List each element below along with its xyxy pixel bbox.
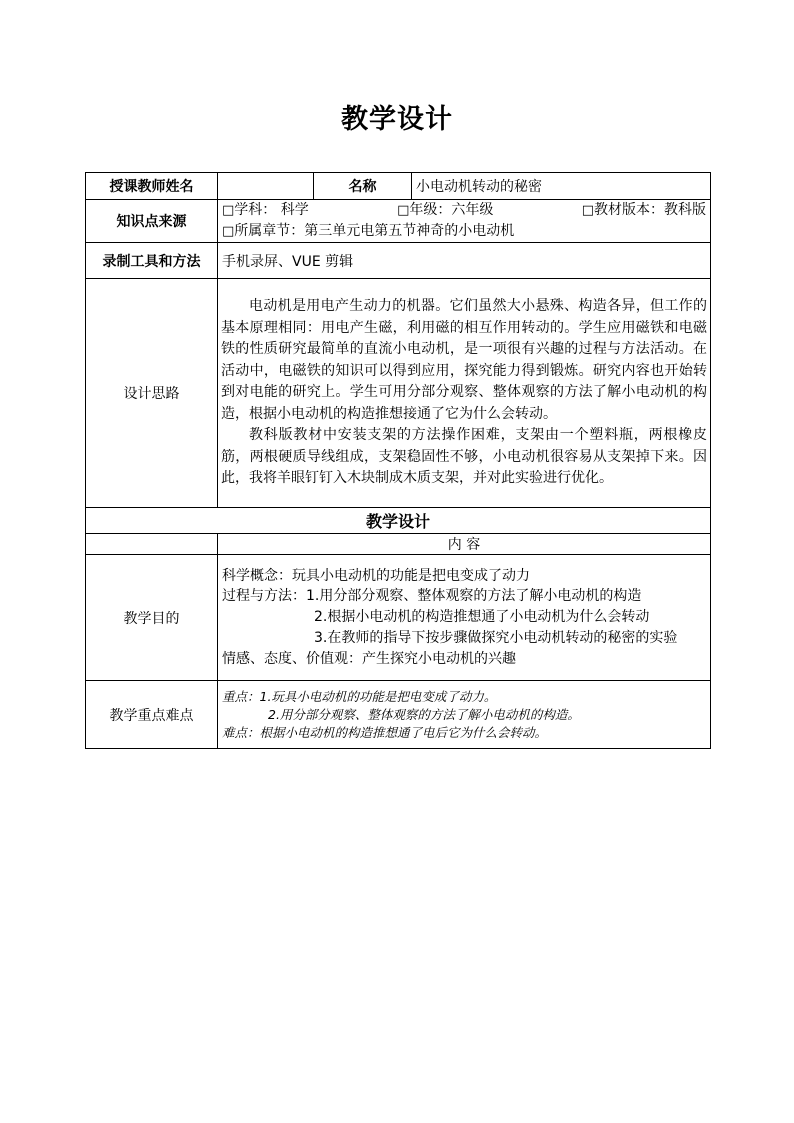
checkbox-icon: □ (397, 203, 410, 218)
idea-row (86, 279, 711, 508)
edition-field: □教材版本：教科版 (581, 202, 706, 218)
teacher-label: 授课教师姓名 (86, 173, 218, 200)
objective-row (86, 555, 711, 681)
source-label: 知识点来源 (86, 200, 218, 243)
teacher-value (218, 173, 314, 200)
chapter-field: □所属章节：第三单元电第五节神奇的小电动机 (222, 223, 515, 239)
lesson-design-table (85, 172, 711, 749)
page-title: 教学设计 (341, 104, 453, 135)
key-difficulty: 难点：根据小电动机的构造推想通了电后它为什么会转动。 (222, 724, 548, 740)
objective-concept: 科学概念：玩具小电动机的功能是把电变成了动力 (222, 567, 530, 584)
objective-process-1: 过程与方法：1.用分部分观察、整体观察的方法了解小电动机的构造 (222, 588, 642, 605)
objective-cell (218, 555, 711, 681)
idea-paragraph-2: 教科版教材中安装支架的方法操作困难，支架由一个塑料瓶，两根橡皮筋，两根硬质导线组成，支架稳固性不够，小电动机很容易从支架掉下来。因此，我将羊眼钉钉入木块制成木质支架，并对此实验进行优化。 (221, 427, 707, 487)
objective-attitude: 情感、态度、价值观：产生探究小电动机的兴趣 (222, 650, 516, 667)
key-point-2: 2.用分部分观察、整体观察的方法了解小电动机的构造。 (268, 706, 580, 722)
idea-paragraph-1: 电动机是用电产生动力的机器。它们虽然大小悬殊、构造各异，但工作的基本原理相同：用电产生磁，利用磁的相互作用转动的。学生应用磁铁和电磁铁的性质研究最简单的直流小电动机，是一项很有兴趣的过程与方法活动。在活动中，电磁铁的知识可以得到应用，探究能力得到锻炼。研究内容也开始转到对电能的研究上。学生可用分部分观察、整体观察的方法了解小电动机的构造，根据小电动机的构造推想接通了它为什么会转动。 (221, 298, 707, 422)
idea-cell (218, 279, 711, 508)
source-cell (218, 200, 711, 243)
key-label: 教学重点难点 (86, 681, 218, 749)
subject-field: □学科： 科学 (222, 202, 309, 218)
tools-row (86, 243, 711, 279)
objective-process-2: 2.根据小电动机的构造推想通了小电动机为什么会转动 (314, 609, 650, 626)
design-header: 教学设计 (86, 508, 711, 534)
checkbox-icon: □ (581, 203, 594, 218)
idea-label: 设计思路 (86, 279, 218, 508)
grade-field: □年级：六年级 (397, 202, 494, 218)
checkbox-icon: □ (222, 203, 235, 218)
checkbox-icon: □ (222, 224, 235, 239)
tools-label: 录制工具和方法 (86, 243, 218, 279)
name-value: 小电动机转动的秘密 (412, 173, 711, 200)
source-row (86, 200, 711, 243)
tools-value: 手机录屏、VUE 剪辑 (218, 243, 711, 279)
content-header-row (86, 534, 711, 555)
name-label: 名称 (314, 173, 412, 200)
teacher-row (86, 173, 711, 200)
objective-process-3: 3.在教师的指导下按步骤做探究小电动机转动的秘密的实验 (314, 629, 678, 646)
key-point-1: 重点：1.玩具小电动机的功能是把电变成了动力。 (222, 688, 497, 704)
key-row (86, 681, 711, 749)
key-cell (218, 681, 711, 749)
content-header: 内 容 (218, 534, 711, 555)
objective-label: 教学目的 (86, 555, 218, 681)
design-header-row (86, 508, 711, 534)
